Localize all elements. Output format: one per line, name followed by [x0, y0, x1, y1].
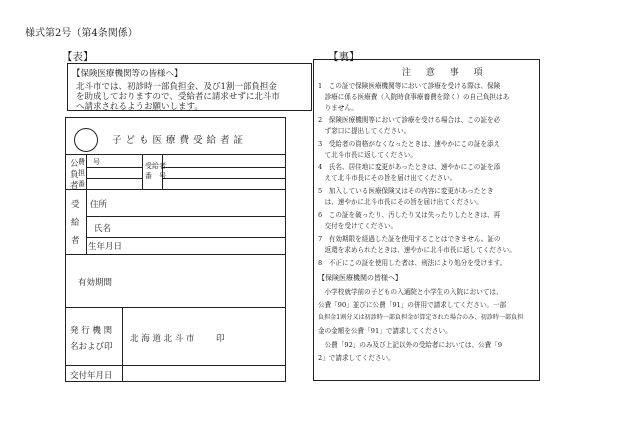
public-payer-label: 負 — [70, 170, 79, 180]
public-payer-label: 公 — [70, 159, 79, 169]
card-title: 子ども医療費受給者証 — [112, 135, 248, 146]
medical-notice-title: 【保険医療機関の皆様へ】 — [318, 274, 402, 282]
note-line: 8 不正にこの証を使用した者は、刑法により処分を受けます。 — [318, 259, 507, 267]
issuer-value: 北 海 道 北 斗 市 — [130, 334, 195, 344]
note-line: 1 この証で保険医療機関等において診療を受ける際は、保険 — [318, 82, 501, 90]
public-payer-label: 番 — [78, 180, 85, 188]
issue-date-label: 交付年月日 — [70, 371, 113, 381]
note-line: りません。 — [318, 104, 358, 112]
medical-note-line: 負担金1割分又は初診時一部負担金が算定された場合のみ、初診時一部負担 — [318, 314, 524, 321]
notice-line: へ請求されるようお願いします。 — [76, 102, 203, 112]
notes-title: 注 意 事 項 — [402, 68, 489, 78]
notice-line: を助成しておりますので、受給者に請求せずに北斗市 — [76, 92, 280, 102]
recipient-card — [65, 117, 286, 382]
form-number: 様式第2号（第4条関係） — [25, 28, 138, 39]
note-line: 4 氏名、居住地に変更があったときは、速やかにこの証を添 — [318, 163, 501, 171]
seal-label: 印 — [216, 334, 225, 344]
public-payer-label: 者 — [70, 181, 79, 191]
issuer-label: 名および印 — [70, 342, 113, 352]
recipient-label: 者 — [71, 236, 80, 246]
medical-note-line: 2」で請求してください。 — [318, 354, 395, 362]
medical-note-line: 公費「90」並びに公費「91」の併用で請求してください。一部 — [318, 301, 507, 309]
address-label: 住所 — [90, 200, 108, 210]
validity-label: 有効期間 — [78, 278, 113, 288]
note-line: 6 この証を破ったり、汚したり又は失ったりしたときは、再 — [318, 211, 501, 219]
public-payer-label: 担 — [78, 169, 85, 177]
medical-note-line: 小学校就学前の子どもの入通院と小学生の入院においては、 — [318, 288, 503, 296]
notice-line: 北斗市では、初診時一部負担金、及び1割一部負担金 — [76, 82, 277, 92]
note-line: えて北斗市長にその旨を届け出てください。 — [318, 174, 457, 182]
issuer-label: 発 行 機 関 — [70, 326, 113, 336]
notice-box — [67, 63, 312, 111]
note-line: 交付を受けてください。 — [318, 222, 398, 230]
name-label: 氏名 — [94, 224, 112, 234]
recipient-number-label: 番 号 — [145, 172, 166, 180]
recipient-label: 給 — [71, 218, 80, 228]
note-line: ず窓口に提出してください。 — [318, 127, 411, 135]
medical-note-line: 公費「92」のみ及び上記以外の受給者においては、公費「9 — [318, 341, 503, 349]
recipient-number-label: 受給者 — [145, 162, 166, 170]
notes-box — [313, 59, 540, 381]
medical-note-line: 金の金額を公費「91」で請求してください。 — [318, 327, 452, 335]
public-payer-label: 費 — [78, 158, 85, 166]
note-line: 7 有効期限を経過した証を使用することはできません。証の — [318, 235, 501, 243]
note-line: 2 保険医療機関等において診療を受ける場合は、この証を必 — [318, 116, 501, 124]
note-line: 5 加入している医療保険又はその内容に変更があったとき — [318, 187, 494, 195]
note-line: 返還を求められたときは、速やかに北斗市長に返してください。 — [318, 246, 516, 254]
note-line: は、速やかに北斗市長にその旨を届け出てください。 — [318, 198, 483, 206]
notice-title: 【保険医療機関等の皆様へ】 — [72, 69, 183, 79]
note-line: て北斗市長に返してください。 — [318, 151, 417, 159]
front-side-label: 【表】 — [62, 51, 94, 63]
recipient-label: 受 — [71, 200, 80, 210]
note-line: 3 受給者の資格がなくなったときは、速やかにこの証を添え — [318, 140, 501, 148]
birthdate-label: 生年月日 — [88, 242, 123, 252]
photo-circle — [74, 128, 98, 152]
back-side-label: 【裏】 — [328, 51, 360, 63]
public-payer-label: 号 — [93, 158, 100, 166]
note-line: 診療に係る医療費（入院時食事療養費を除く）の自己負担はあ — [318, 93, 510, 101]
